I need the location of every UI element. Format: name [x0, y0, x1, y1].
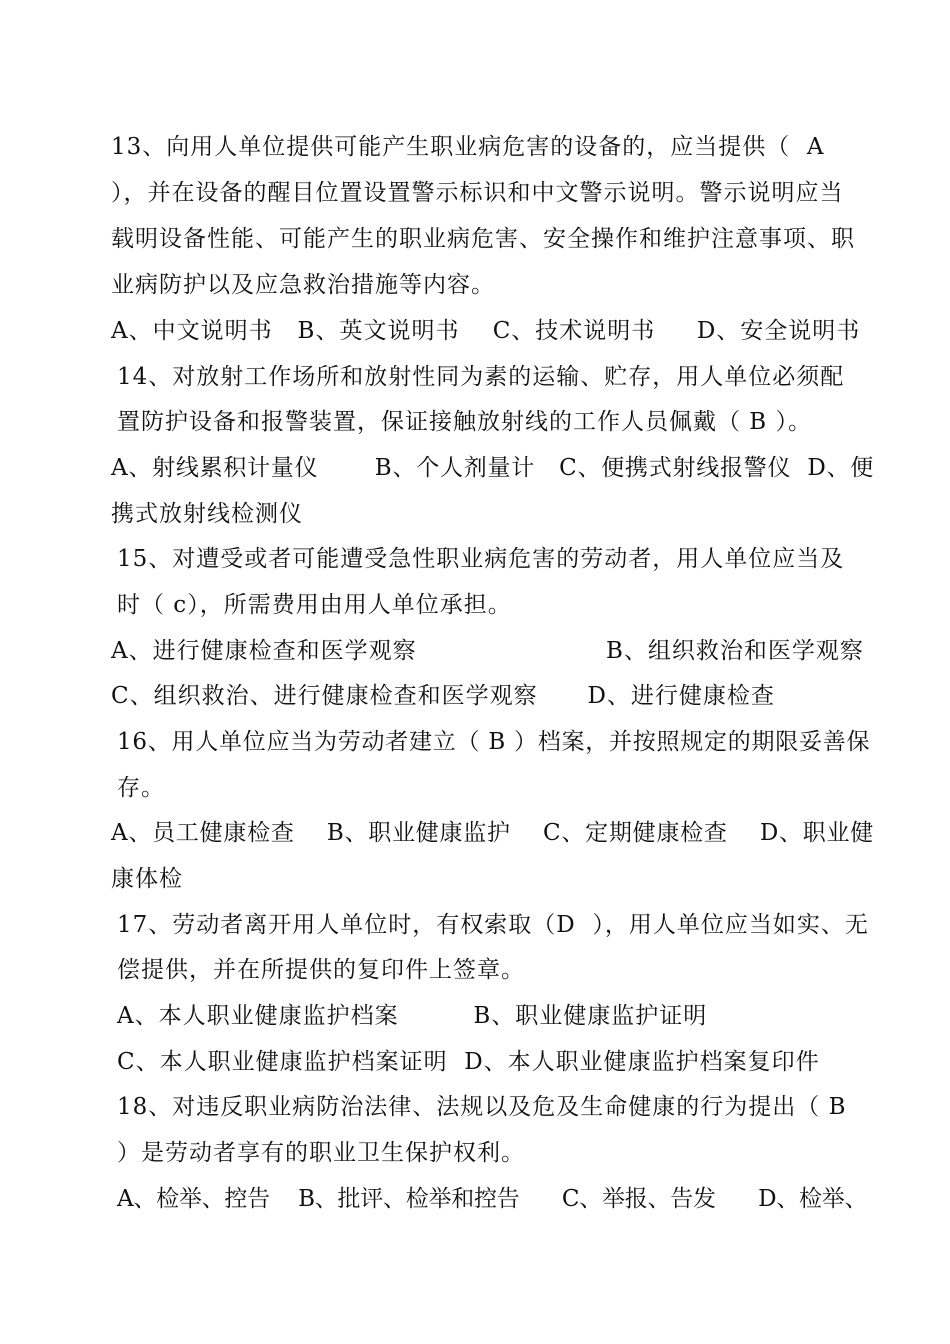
- question-13-line-2: ），并在设备的醒目位置设置警示标识和中文警示说明。警示说明应当: [111, 180, 844, 206]
- question-15-options-c-d: C、组织救治、进行健康检查和医学观察 D、进行健康检查: [111, 683, 775, 709]
- question-16-options-line-1: A、员工健康检查 B、职业健康监护 C、定期健康检查 D、职业健: [111, 820, 875, 846]
- question-17-line-1: 17、劳动者离开用人单位时，有权索取（D ），用人单位应当如实、无: [117, 912, 869, 938]
- question-14-line-2: 置防护设备和报警装置，保证接触放射线的工作人员佩戴（ B ）。: [117, 409, 813, 435]
- question-17-options-a-b: A、本人职业健康监护档案 B、职业健康监护证明: [117, 1003, 708, 1029]
- question-16-line-2: 存。: [117, 775, 165, 801]
- question-16-options-line-2: 康体检: [111, 866, 183, 892]
- question-13-line-4: 业病防护以及应急救治措施等内容。: [111, 272, 495, 298]
- question-18-options: A、检举、控告 B、批评、检举和控告 C、举报、告发 D、检举、: [117, 1186, 868, 1212]
- question-17-line-2: 偿提供，并在所提供的复印件上签章。: [117, 957, 525, 983]
- question-18-line-2: ）是劳动者享有的职业卫生保护权利。: [117, 1140, 525, 1166]
- question-15-option-b: B、组织救治和医学观察: [606, 638, 864, 664]
- question-13-options: A、中文说明书 B、英文说明书 C、技术说明书 D、安全说明书: [111, 318, 861, 344]
- question-14-options-line-1: A、射线累积计量仪 B、个人剂量计 C、便携式射线报警仪 D、便: [111, 455, 875, 481]
- question-16-line-1: 16、用人单位应当为劳动者建立（ B ）档案，并按照规定的期限妥善保: [117, 729, 871, 755]
- question-18-line-1: 18、对违反职业病防治法律、法规以及危及生命健康的行为提出（ B: [117, 1094, 847, 1120]
- question-14-options-line-2: 携式放射线检测仪: [111, 501, 303, 527]
- question-15-line-1: 15、对遭受或者可能遭受急性职业病危害的劳动者，用人单位应当及: [117, 546, 845, 572]
- question-15-option-a: A、进行健康检查和医学观察: [111, 638, 417, 664]
- question-13-line-3: 载明设备性能、可能产生的职业病危害、安全操作和维护注意事项、职: [111, 226, 855, 252]
- question-17-options-c-d: C、本人职业健康监护档案证明 D、本人职业健康监护档案复印件: [117, 1049, 820, 1075]
- question-13-line-1: 13、向用人单位提供可能产生职业病危害的设备的，应当提供（ A: [111, 134, 825, 160]
- question-15-line-2: 时（ c），所需费用由用人单位承担。: [117, 592, 512, 618]
- question-14-line-1: 14、对放射工作场所和放射性同为素的运输、贮存，用人单位必须配: [117, 364, 845, 390]
